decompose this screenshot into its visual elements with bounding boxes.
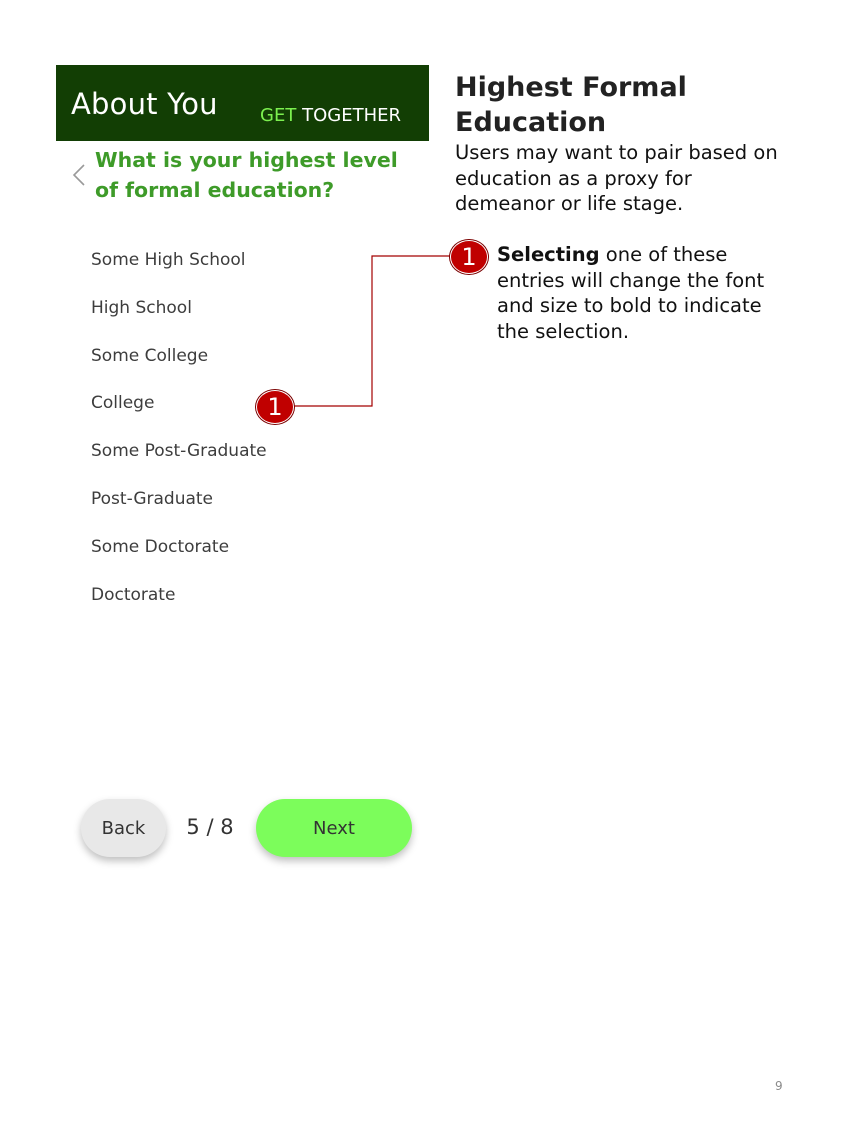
chevron-left-icon[interactable] — [68, 161, 90, 189]
option-post-graduate[interactable]: Post-Graduate — [91, 488, 214, 509]
back-button[interactable]: Back — [81, 799, 166, 857]
option-some-post-graduate[interactable]: Some Post-Graduate — [91, 441, 267, 462]
annotation-title: Highest Formal Education — [455, 72, 687, 138]
annotation-description: Users may want to pair based on education as a proxy for demeanor or life stage. — [455, 141, 778, 215]
next-button[interactable]: Next — [256, 799, 412, 857]
step-indicator: 5 / 8 — [186, 815, 234, 839]
option-some-high-school[interactable]: Some High School — [91, 250, 246, 270]
option-college[interactable]: College — [91, 393, 155, 414]
option-doctorate[interactable]: Doctorate — [91, 584, 176, 605]
page-title: About You — [71, 87, 218, 121]
option-some-college[interactable]: Some College — [91, 345, 209, 366]
brand-rest: TOGETHER — [296, 105, 401, 126]
question-heading: What is your highest level of formal education? — [95, 148, 398, 202]
option-some-doctorate[interactable]: Some Doctorate — [91, 536, 230, 557]
option-high-school[interactable]: High School — [91, 297, 192, 318]
app-header — [56, 65, 429, 141]
page-number: 9 — [775, 1079, 783, 1093]
brand-logo — [260, 105, 401, 126]
callout-marker-option: 1 — [256, 390, 294, 424]
annotation-note — [497, 242, 782, 344]
annotation-note-bold: Selecting — [497, 243, 600, 266]
annotation-note-rest: one of these entries will change the font and size to bold to indicate the selection. — [497, 243, 765, 343]
brand-accent: GET — [260, 105, 297, 126]
callout-marker: 1 — [450, 240, 488, 274]
education-options — [91, 247, 267, 629]
